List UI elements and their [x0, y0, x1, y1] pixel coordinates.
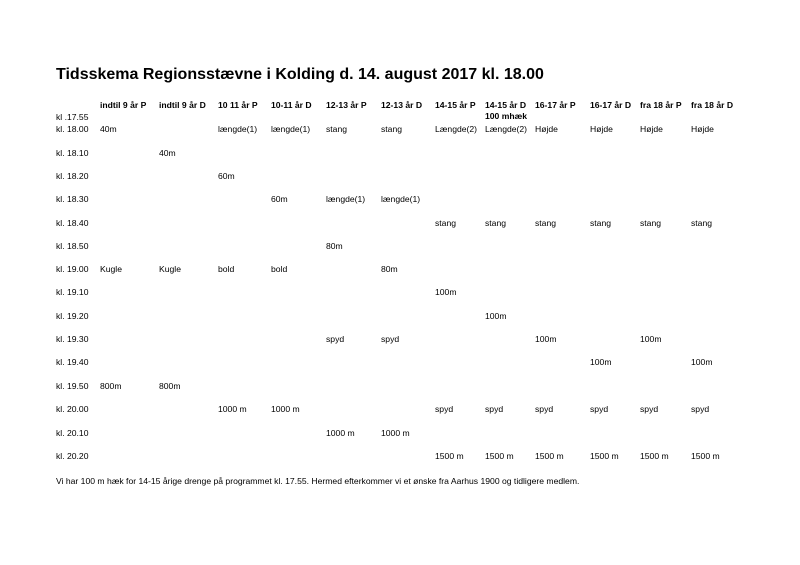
event-cell: 60m: [218, 171, 235, 181]
event-cell: Højde: [691, 124, 714, 134]
event-cell: spyd: [535, 404, 554, 414]
event-cell: spyd: [485, 404, 504, 414]
event-cell: stang: [640, 218, 662, 228]
event-cell: spyd: [435, 404, 454, 414]
time-cell: kl. 20.20: [56, 451, 89, 461]
event-cell: stang: [691, 218, 713, 228]
event-cell: 100m: [485, 311, 507, 321]
column-subheader: 100 mhæk: [485, 111, 528, 121]
event-cell: længde(1): [381, 194, 421, 204]
time-cell: kl. 20.10: [56, 428, 89, 438]
event-cell: 1500 m: [590, 451, 619, 461]
event-cell: længde(1): [326, 194, 366, 204]
event-cell: 40m: [100, 124, 117, 134]
event-cell: spyd: [640, 404, 659, 414]
event-cell: 1500 m: [535, 451, 564, 461]
event-cell: 1000 m: [381, 428, 410, 438]
event-cell: 100m: [535, 334, 557, 344]
time-cell: kl. 18.50: [56, 241, 89, 251]
event-cell: spyd: [590, 404, 609, 414]
event-cell: Længde(2): [435, 124, 478, 134]
event-cell: Højde: [535, 124, 558, 134]
event-cell: 1500 m: [691, 451, 720, 461]
column-header: 16-17 år D: [590, 100, 632, 110]
event-cell: stang: [590, 218, 612, 228]
event-cell: Kugle: [159, 264, 181, 274]
event-cell: Højde: [590, 124, 613, 134]
time-cell: kl. 20.00: [56, 404, 89, 414]
event-cell: 800m: [100, 381, 122, 391]
column-header: indtil 9 år P: [100, 100, 147, 110]
event-cell: 1000 m: [326, 428, 355, 438]
event-cell: spyd: [326, 334, 345, 344]
time-cell: kl. 19.30: [56, 334, 89, 344]
event-cell: 1000 m: [218, 404, 247, 414]
event-cell: spyd: [691, 404, 710, 414]
time-cell: kl. 18.30: [56, 194, 89, 204]
column-header: 16-17 år P: [535, 100, 576, 110]
event-cell: 100m: [590, 357, 612, 367]
event-cell: længde(1): [218, 124, 258, 134]
event-cell: 100m: [691, 357, 713, 367]
event-cell: 40m: [159, 148, 176, 158]
time-cell: kl. 19.20: [56, 311, 89, 321]
column-header: fra 18 år P: [640, 100, 682, 110]
event-cell: 1000 m: [271, 404, 300, 414]
column-header: 12-13 år P: [326, 100, 367, 110]
event-cell: 80m: [326, 241, 343, 251]
event-cell: 60m: [271, 194, 288, 204]
column-header: indtil 9 år D: [159, 100, 206, 110]
page-title: Tidsskema Regionsstævne i Kolding d. 14. august 2017 kl. 18.00: [56, 66, 544, 83]
event-cell: bold: [271, 264, 288, 274]
event-cell: stang: [326, 124, 348, 134]
event-cell: stang: [381, 124, 403, 134]
event-cell: 1500 m: [485, 451, 514, 461]
event-cell: 100m: [640, 334, 662, 344]
event-cell: bold: [218, 264, 235, 274]
time-cell: kl. 18.00: [56, 124, 89, 134]
column-header: 14-15 år D: [485, 100, 527, 110]
event-cell: stang: [485, 218, 507, 228]
event-cell: 1500 m: [640, 451, 669, 461]
event-cell: 800m: [159, 381, 181, 391]
event-cell: 1500 m: [435, 451, 464, 461]
column-header: fra 18 år D: [691, 100, 734, 110]
event-cell: Kugle: [100, 264, 122, 274]
time-cell: kl. 19.10: [56, 287, 89, 297]
time-cell: kl. 18.20: [56, 171, 89, 181]
event-cell: spyd: [381, 334, 400, 344]
event-cell: stang: [535, 218, 557, 228]
event-cell: stang: [435, 218, 457, 228]
time-cell: kl. 19.50: [56, 381, 89, 391]
time-cell: kl .17.55: [56, 112, 89, 122]
column-header: 14-15 år P: [435, 100, 476, 110]
event-cell: 100m: [435, 287, 457, 297]
time-cell: kl. 19.40: [56, 357, 89, 367]
event-cell: Højde: [640, 124, 663, 134]
event-cell: 80m: [381, 264, 398, 274]
time-cell: kl. 19.00: [56, 264, 89, 274]
footnote: Vi har 100 m hæk for 14-15 årige drenge på programmet kl. 17.55. Hermed efterkommer vi et ønske fra Aarhus 1900 og tidligere medlem.: [56, 476, 580, 486]
time-cell: kl. 18.40: [56, 218, 89, 228]
event-cell: Længde(2): [485, 124, 528, 134]
event-cell: længde(1): [271, 124, 311, 134]
time-cell: kl. 18.10: [56, 148, 89, 158]
column-header: 10 11 år P: [218, 100, 258, 110]
column-header: 10-11 år D: [271, 100, 312, 110]
column-header: 12-13 år D: [381, 100, 423, 110]
